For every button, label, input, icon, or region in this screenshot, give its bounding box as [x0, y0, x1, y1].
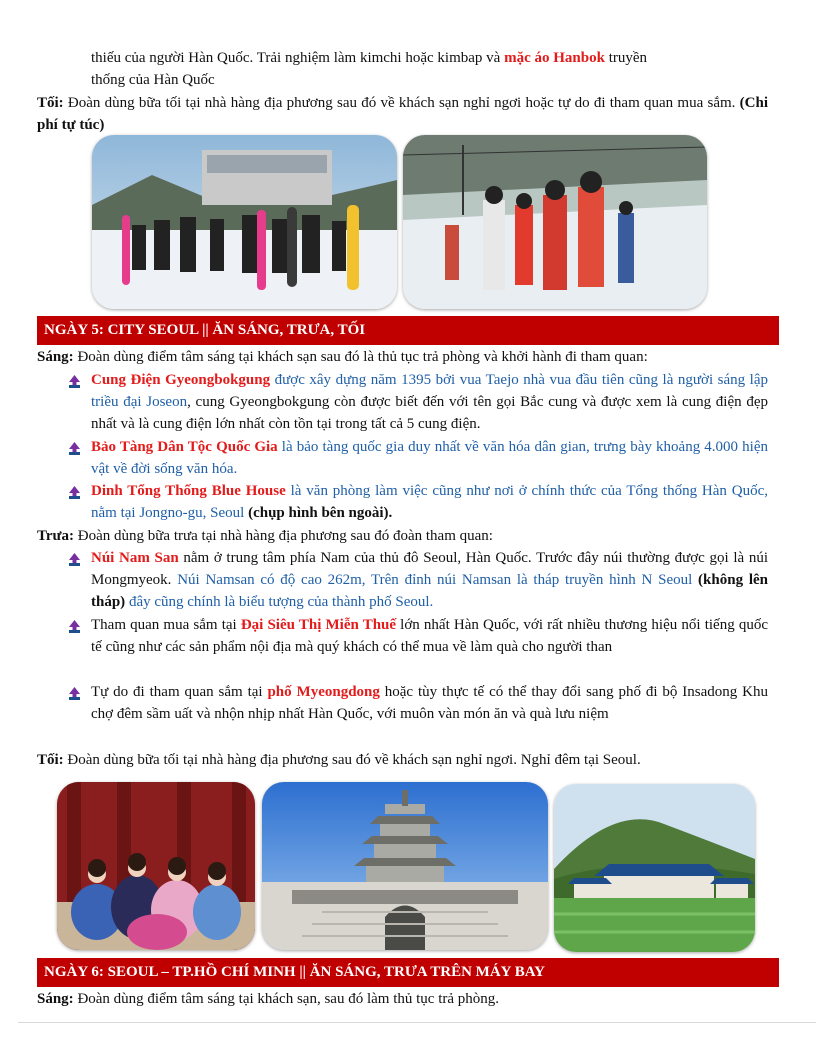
folk-museum-title: Bảo Tàng Dân Tộc Quốc Gia	[91, 439, 278, 455]
duty-free-title: Đại Siêu Thị Miễn Thuế	[240, 617, 397, 633]
morning-text: Đoàn dùng điểm tâm sáng tại khách sạn sau đó là thủ tục trả phòng và khởi hành đi tham quan:	[73, 349, 648, 365]
myeongdong-title: phố Myeongdong	[267, 684, 380, 700]
bullet-folk-museum	[91, 436, 768, 480]
namsan-note: (không lên tháp)	[91, 572, 768, 610]
namsan-title: Núi Nam San	[91, 550, 179, 566]
lunch-text: Đoàn dùng bữa trưa tại nhà hàng địa phương sau đó đoàn tham quan:	[74, 528, 493, 544]
myeongdong-pre: Tự do đi tham quan sắm tại	[91, 684, 268, 700]
blue-house-text: là văn phòng làm việc cũng như nơi ở chính thức của Tổng thống Hàn Quốc, nằm tại Jongno-gu, Seoul	[91, 483, 769, 521]
blue-house-title: Dinh Tổng Thống Blue House	[91, 483, 286, 499]
bullet-namsan	[91, 547, 768, 613]
lunch-label: Trưa:	[37, 528, 75, 544]
arrow-bullet-icon	[69, 486, 80, 499]
hanbok-group-illustration	[57, 782, 255, 950]
myeongdong-text: hoặc tùy thực tế có thể thay đổi sang phố đi bộ Insadong Khu chợ đêm sầm uất và nhộn nhịp nhất Hàn Quốc, với muôn vàn món ăn và quà lưu niệm	[91, 684, 769, 722]
namsan-text: nằm ở trung tâm phía Nam của thủ đô Seoul, Hàn Quốc. Trước đây núi thường được gọi là núi Mongmyeok.	[91, 550, 768, 588]
gyeongbokgung-blue-text: được xây dựng năm 1395 bởi vua Taejo nhà vua đầu tiên cũng là người sáng lập triều đại Joseon	[91, 372, 768, 410]
page-bottom-divider	[18, 1022, 816, 1023]
ski-group-illustration	[92, 135, 397, 309]
gyeongbokgung-text: , cung Gyeongbokgung còn được biết đến với tên gọi Bắc cung và được xem là cung điện đẹp nhất và là cung điện lớn nhất còn tồn tại trong tất cả 5 cung điện.	[91, 394, 768, 432]
duty-free-text: lớn nhất Hàn Quốc, với rất nhiều thương hiệu nổi tiếng quốc tế cũng như các sản phẩm nội địa mà quý khách có thể mua về làm quà cho người than	[91, 617, 768, 655]
intro-paragraph	[91, 47, 768, 91]
blue-house-illustration	[554, 784, 755, 952]
pagoda-museum-illustration	[262, 782, 548, 950]
arrow-bullet-icon	[69, 375, 80, 388]
dinner-label: Tối:	[37, 95, 64, 111]
dinner-note: (Chi phí tự túc)	[37, 95, 768, 133]
arrow-bullet-icon	[69, 442, 80, 455]
intro-text-1: thiếu của người Hàn Quốc. Trải nghiệm làm kimchi hoặc kimbap và	[91, 50, 505, 66]
bullet-duty-free	[91, 614, 768, 658]
ski-group-photo-left	[92, 135, 397, 309]
dinner-paragraph-day4	[37, 92, 768, 136]
ski-group-photo-right	[403, 135, 707, 309]
arrow-bullet-icon	[69, 553, 80, 566]
day6-morning-label: Sáng:	[37, 991, 74, 1007]
intro-hanbok-highlight: mặc áo Hanbok	[504, 50, 605, 66]
arrow-bullet-icon	[69, 687, 80, 700]
folk-museum-photo	[262, 782, 548, 950]
ski-slope-illustration	[403, 135, 707, 309]
day6-banner: NGÀY 6: SEOUL – TP.HỒ CHÍ MINH || ĂN SÁNG, TRƯA TRÊN MÁY BAY	[37, 958, 779, 987]
namsan-blue-text-2: đây cũng chính là biểu tượng của thành phố Seoul.	[125, 594, 434, 610]
folk-museum-text: là bảo tàng quốc gia duy nhất về văn hóa dân gian, trưng bày khoảng 4.000 hiện vật về đời sống văn hóa.	[91, 439, 768, 477]
day5-dinner-paragraph	[37, 749, 768, 771]
arrow-bullet-icon	[69, 620, 80, 633]
morning-label: Sáng:	[37, 349, 74, 365]
gyeongbokgung-title: Cung Điện Gyeongbokgung	[91, 372, 271, 388]
intro-text-3: thống của Hàn Quốc	[91, 72, 215, 88]
duty-free-pre: Tham quan mua sắm tại	[91, 617, 241, 633]
day5-morning-paragraph	[37, 346, 768, 368]
day5-banner: NGÀY 5: CITY SEOUL || ĂN SÁNG, TRƯA, TỐI	[37, 316, 779, 345]
blue-house-note: (chụp hình bên ngoài).	[244, 505, 393, 521]
dinner-text-day5: Đoàn dùng bữa tối tại nhà hàng địa phương sau đó về khách sạn nghỉ ngơi. Nghỉ đêm tại Seoul.	[63, 752, 641, 768]
day6-morning-text: Đoàn dùng điểm tâm sáng tại khách sạn, sau đó làm thủ tục trả phòng.	[73, 991, 500, 1007]
bullet-myeongdong	[91, 681, 768, 725]
bullet-blue-house	[91, 480, 768, 524]
day6-morning-paragraph	[37, 988, 768, 1010]
hanbok-photo	[57, 782, 255, 950]
intro-text-2: truyền	[604, 50, 648, 66]
dinner-text: Đoàn dùng bữa tối tại nhà hàng địa phương sau đó về khách sạn nghỉ ngơi hoặc tự do đi tham quan mua sắm.	[63, 95, 740, 111]
blue-house-photo	[554, 784, 755, 952]
namsan-blue-text: Núi Namsan có độ cao 262m, Trên đỉnh núi Namsan là tháp truyền hình N Seoul	[177, 572, 693, 588]
dinner-label-day5: Tối:	[37, 752, 64, 768]
bullet-gyeongbokgung	[91, 369, 768, 435]
day5-lunch-paragraph	[37, 525, 768, 547]
